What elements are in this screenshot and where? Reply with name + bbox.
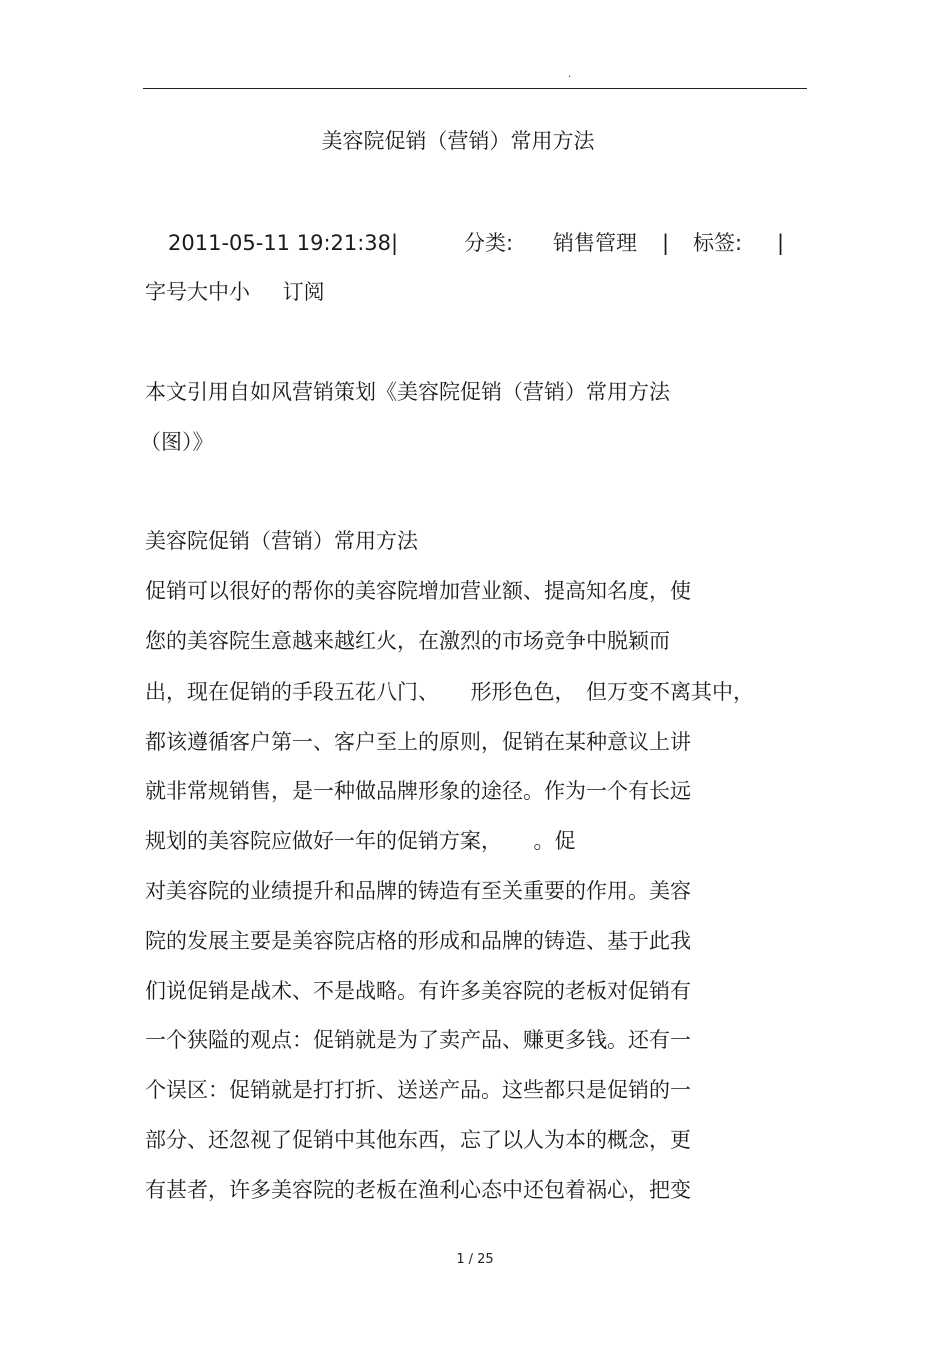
category-link[interactable]: 销售管理: [553, 231, 637, 255]
source-line: （图）》: [140, 430, 214, 454]
body-line: 有甚者，许多美容院的老板在渔利心态中还包着祸心，把变: [145, 1178, 691, 1202]
body-line: 出，现在促销的手段五花八门、 形形色色， 但万变不离其中，: [145, 680, 754, 704]
page-number: 1: [456, 1252, 465, 1267]
body-heading: 美容院促销（营销）常用方法: [145, 529, 418, 553]
tags-label: 标签:: [693, 231, 743, 255]
header-dot: .: [568, 69, 572, 80]
page-footer: [0, 1251, 950, 1269]
body-line: 规划的美容院应做好一年的促销方案， 。促: [145, 829, 576, 853]
post-datetime: 2011-05-11 19:21:38|: [168, 231, 399, 255]
header-rule: [143, 88, 807, 89]
page-total: 25: [477, 1252, 494, 1267]
page-separator: /: [468, 1252, 474, 1267]
body-line: 您的美容院生意越来越红火，在激烈的市场竞争中脱颖而: [145, 629, 670, 653]
body-line: 院的发展主要是美容院店格的形成和品牌的铸造、基于此我: [145, 929, 691, 953]
body-line: 对美容院的业绩提升和品牌的铸造有至关重要的作用。美容: [145, 879, 691, 903]
meta-separator: |: [662, 231, 670, 255]
body-line: 们说促销是战术、不是战略。有许多美容院的老板对促销有: [145, 979, 691, 1003]
meta-row-2: [145, 277, 325, 307]
source-line: 本文引用自如风营销策划《美容院促销（营销）常用方法: [145, 380, 670, 404]
body-line: 部分、还忽视了促销中其他东西，忘了以人为本的概念，更: [145, 1128, 691, 1152]
document-title: 美容院促销（营销）常用方法: [321, 129, 595, 153]
subscribe-link[interactable]: 订阅: [282, 280, 325, 304]
body-line: 促销可以很好的帮你的美容院增加营业额、提高知名度，使: [145, 579, 691, 603]
body-line: 个误区：促销就是打打折、送送产品。这些都只是促销的一: [145, 1078, 691, 1102]
body-line: 就非常规销售，是一种做品牌形象的途径。作为一个有长远: [145, 779, 691, 803]
body-line: 都该遵循客户第一、客户至上的原则，促销在某种意议上讲: [145, 730, 691, 754]
font-size-control[interactable]: 字号大中小: [145, 280, 250, 304]
category-label: 分类:: [464, 231, 514, 255]
meta-separator: |: [777, 231, 785, 255]
body-line: 一个狭隘的观点：促销就是为了卖产品、赚更多钱。还有一: [145, 1028, 691, 1052]
